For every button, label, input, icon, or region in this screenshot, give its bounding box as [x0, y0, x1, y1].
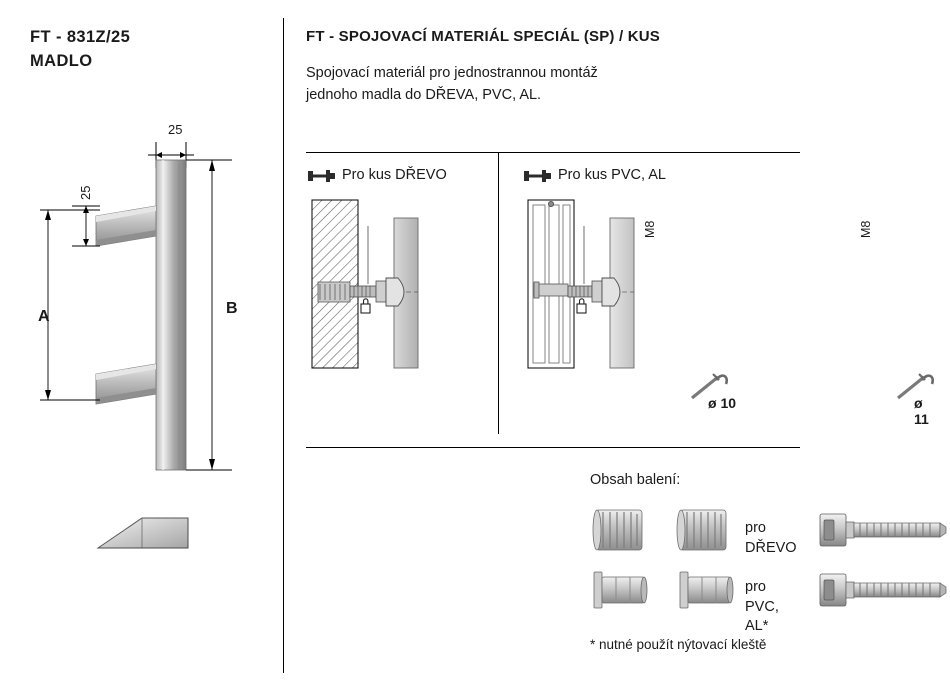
dimension-arm-label: 25: [78, 185, 93, 200]
package-label-pvc: [745, 578, 800, 637]
diameter-label-wood: ø 10: [708, 395, 737, 411]
product-code: FT - 831Z/25: [30, 28, 131, 46]
package-label-wood-line1: pro: [745, 520, 766, 536]
package-label-pvc-line2: PVC, AL*: [745, 598, 779, 635]
dimension-b-label: B: [226, 300, 238, 317]
dimension-width-label: 25: [168, 122, 183, 137]
section-subtitle: [306, 62, 786, 107]
bolt-icon: [524, 168, 552, 184]
divider-bottom: [306, 447, 800, 448]
right-panel: [284, 0, 929, 687]
divider-top: [306, 152, 800, 153]
thread-label-wood: M8: [643, 220, 657, 238]
section-label-wood: Pro kus DŘEVO: [342, 167, 447, 183]
product-name: MADLO: [30, 52, 93, 70]
package-footnote: * nutné použít nýtovací kleště: [590, 637, 767, 652]
section-label-pvc: Pro kus PVC, AL: [558, 167, 666, 183]
bolt-icon: [308, 168, 336, 184]
section-title: FT - SPOJOVACÍ MATERIÁL SPECIÁL (SP) / KUS: [306, 28, 660, 45]
subtitle-line-2: jednoho madla do DŘEVA, PVC, AL.: [306, 87, 542, 104]
package-contents-title: Obsah balení:: [590, 472, 681, 488]
diameter-label-pvc: ø 11: [914, 395, 929, 427]
dimension-a-label: A: [38, 308, 50, 325]
subtitle-line-1: Spojovací materiál pro jednostrannou montáž: [306, 65, 598, 81]
pvc-section-drawing: [522, 196, 707, 381]
divider-middle-vertical: [498, 152, 499, 434]
package-label-wood-line2: DŘEVO: [745, 539, 797, 556]
handle-drawing: [20, 110, 283, 580]
package-label-wood: [745, 519, 797, 558]
left-panel: [0, 0, 283, 687]
thread-label-pvc: M8: [859, 220, 873, 238]
package-label-pvc-line1: pro: [745, 579, 766, 595]
wood-section-drawing: [306, 196, 491, 381]
